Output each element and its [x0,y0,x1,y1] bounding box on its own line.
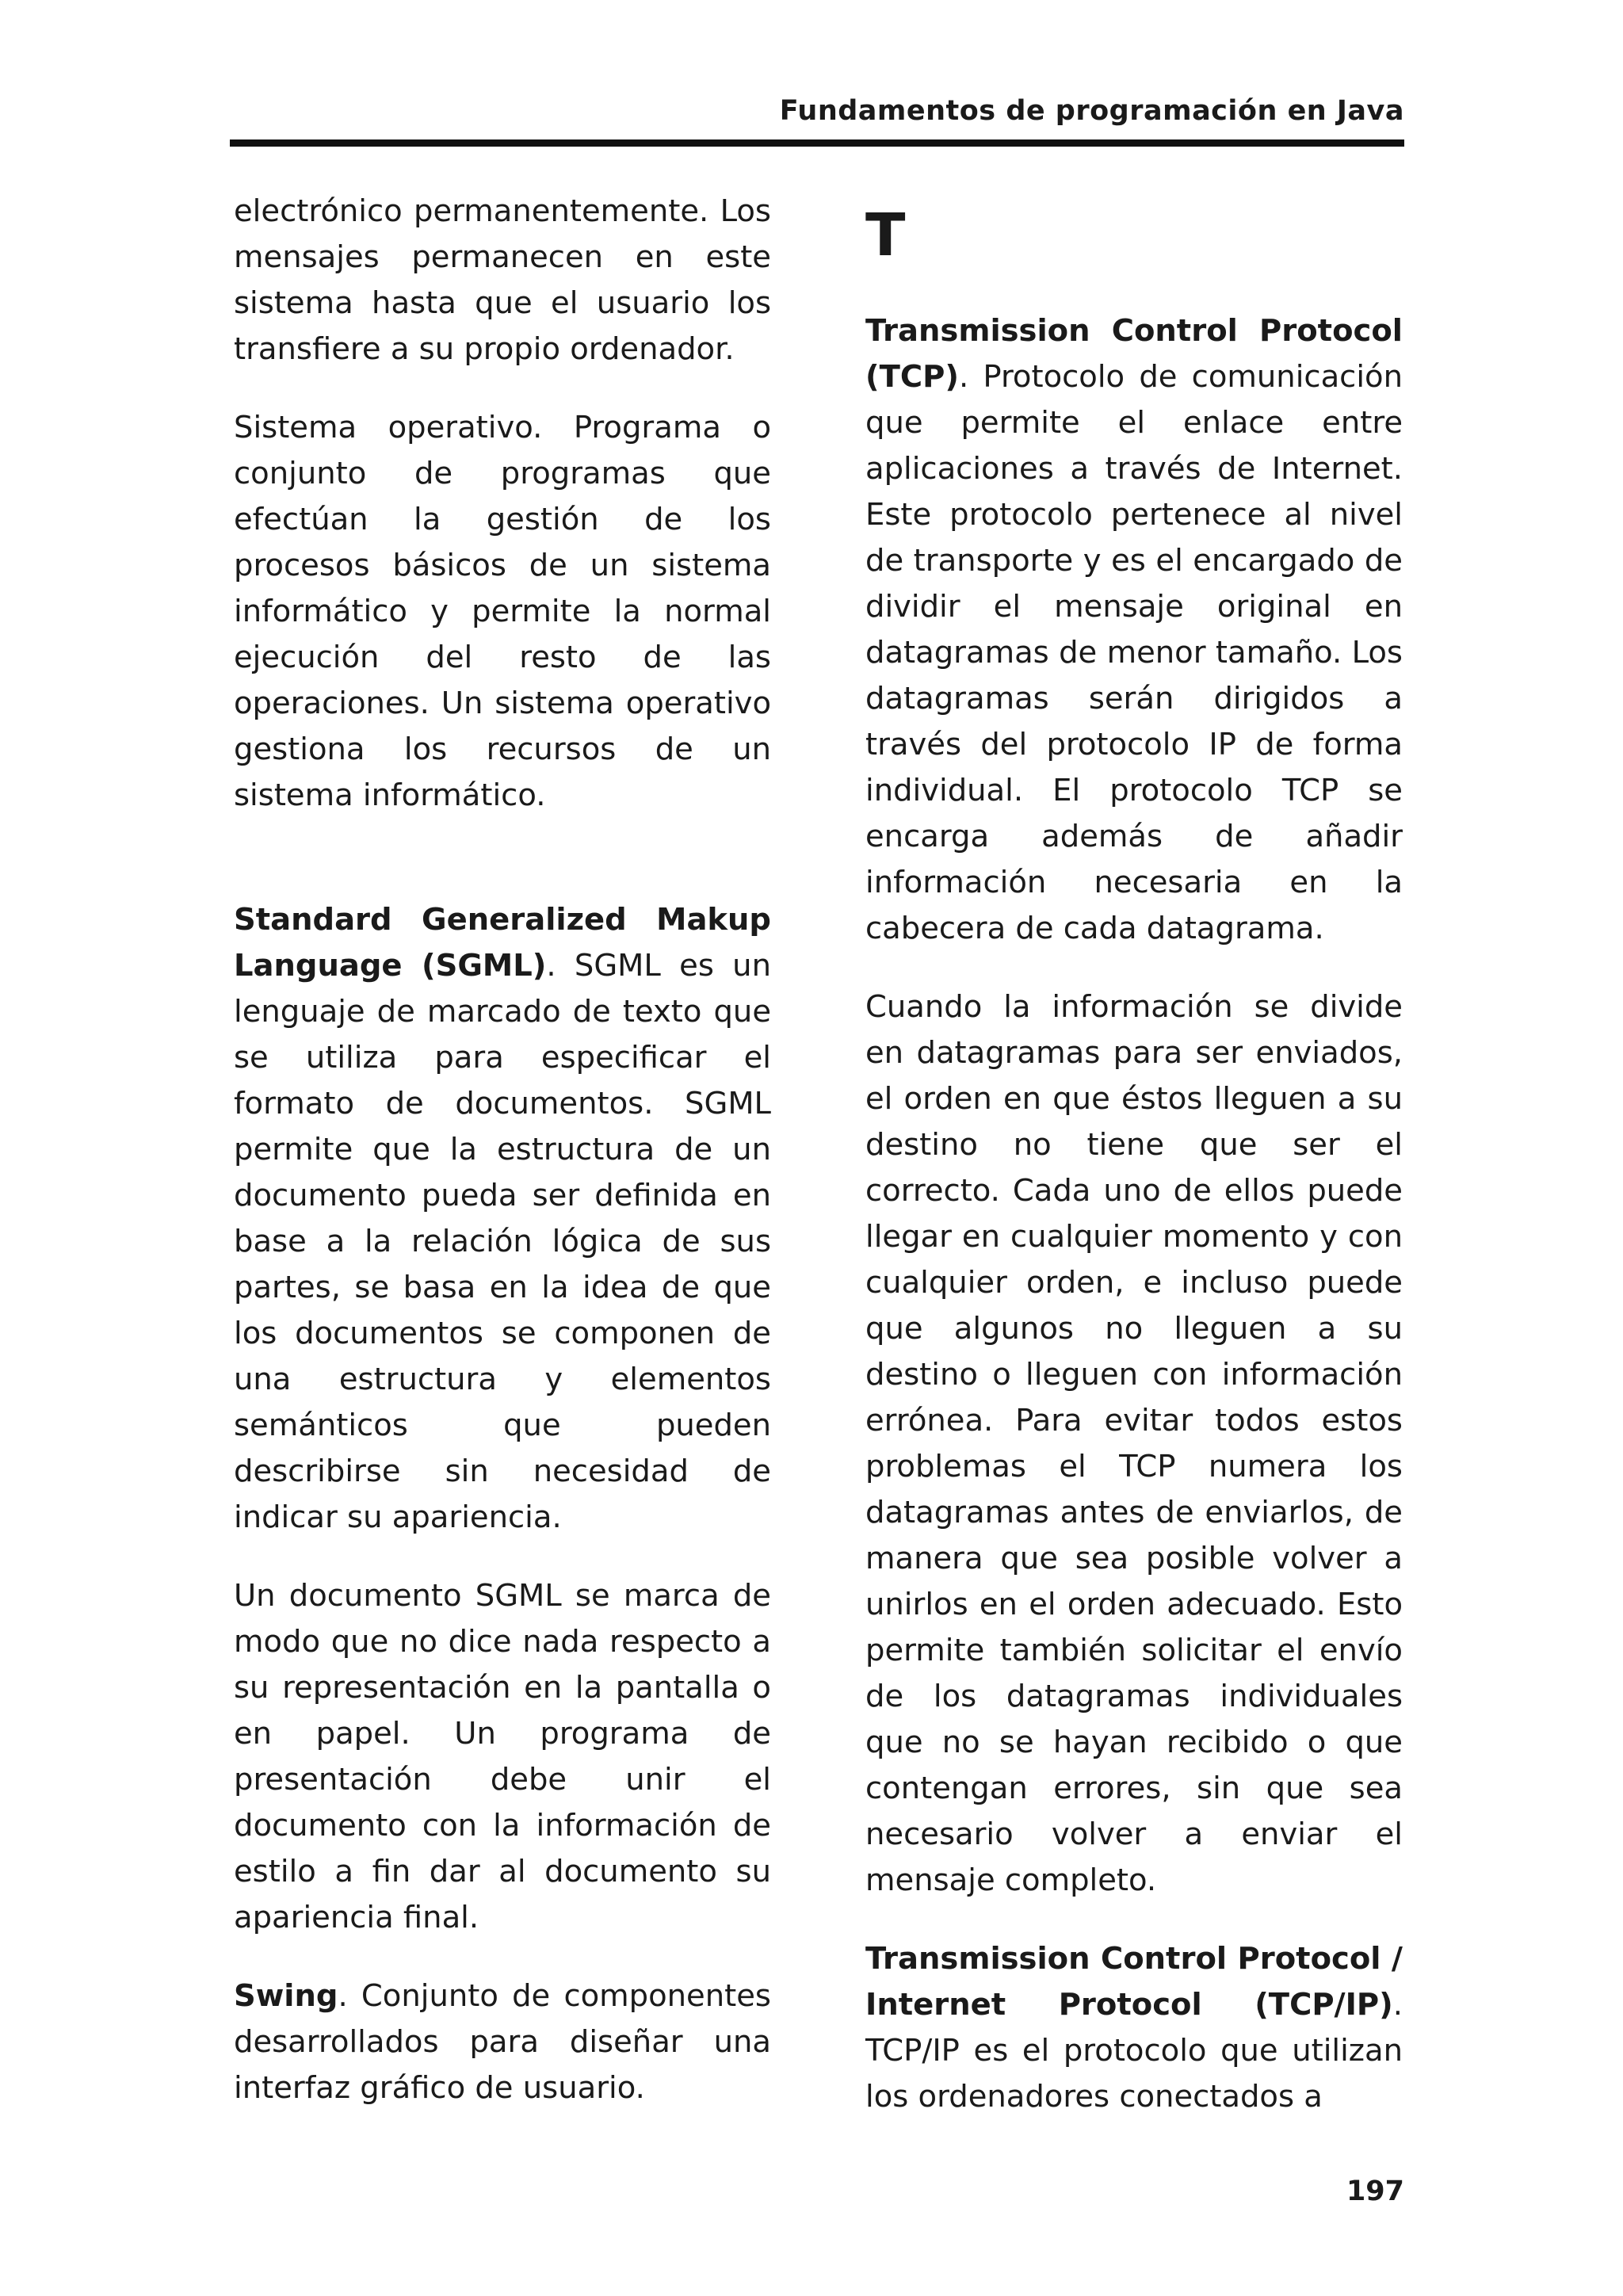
entry-tcp [865,308,1403,952]
entry-term: Transmission Control Protocol / Internet Protocol (TCP/IP) [865,1941,1403,2023]
entry-term: Transmission Control Protocol (TCP) [865,313,1403,395]
section-letter: T [865,201,906,269]
entry-sistema-operativo: Sistema operativo. Programa o conjunto de programas que efectúan la gestión de los procesos básicos de un sistema informático y permite la normal ejecución del resto de las operaciones. Un sistema operativo gestiona los recursos de un sistema informático. [234,410,771,813]
header-rule [230,139,1404,147]
paragraph-sgml-detail: Un documento SGML se marca de modo que no dice nada respecto a su representación en la pantalla o en papel. Un programa de presentación debe unir el documento con la información de estilo a fin dar al documento su apariencia final. [234,1578,771,1935]
paragraph-tcp-detail: Cuando la información se divide en datagramas para ser enviados, el orden en que éstos lleguen a su destino no tiene que ser el correcto. Cada uno de ellos puede llegar en cualquier momento y con cualquier orden, e incluso puede que algunos no lleguen a su destino o lleguen con información errónea. Para evitar todos estos problemas el TCP numera los datagramas antes de enviarlos, de manera que sea posible volver a unirlos en el orden adecuado. Esto permite también solicitar el envío de los datagramas individuales que no se hayan recibido o que contengan errores, sin que sea necesario volver a enviar el mensaje completo. [865,989,1403,1898]
entry-term: Standard Generalized Makup Language (SGML) [234,902,771,984]
entry-definition: . Conjunto de componentes desarrollados para diseñar una interfaz gráfico de usuario. [234,1978,771,2106]
running-header: Fundamentos de programación en Java [779,95,1404,127]
entry-term: Swing [234,1978,338,2014]
left-column [234,189,771,2144]
entry-definition: . SGML es un lenguaje de marcado de texto que se utiliza para especificar el formato de documentos. SGML permite que la estructura de un documento pueda ser definida en base a la relación lógica de sus partes, se basa en la idea de que los documentos se componen de una estructura y elementos semánticos que pueden describirse sin necesidad de indicar su apariencia. [234,948,771,1535]
entry-swing [234,1973,771,2111]
page-number: 197 [1346,2176,1404,2207]
right-column [865,189,1403,2153]
entry-tcp-ip [865,1936,1403,2120]
entry-definition: . Protocolo de comunicación que permite el enlace entre aplicaciones a través de Internet. Este protocolo pertenece al nivel de transporte y es el encargado de dividir el mensaje original en datagramas de menor tamaño. Los datagramas serán dirigidos a través del protocolo IP de forma individual. El protocolo TCP se encarga además de añadir información necesaria en la cabecera de cada datagrama. [865,359,1403,946]
paragraph-email-continuation: electrónico permanentemente. Los mensajes permanecen en este sistema hasta que el usuario los transfiere a su propio ordenador. [234,193,771,367]
entry-definition: . TCP/IP es el protocolo que utilizan los ordenadores conectados a [865,1987,1403,2115]
entry-sgml [234,897,771,1541]
